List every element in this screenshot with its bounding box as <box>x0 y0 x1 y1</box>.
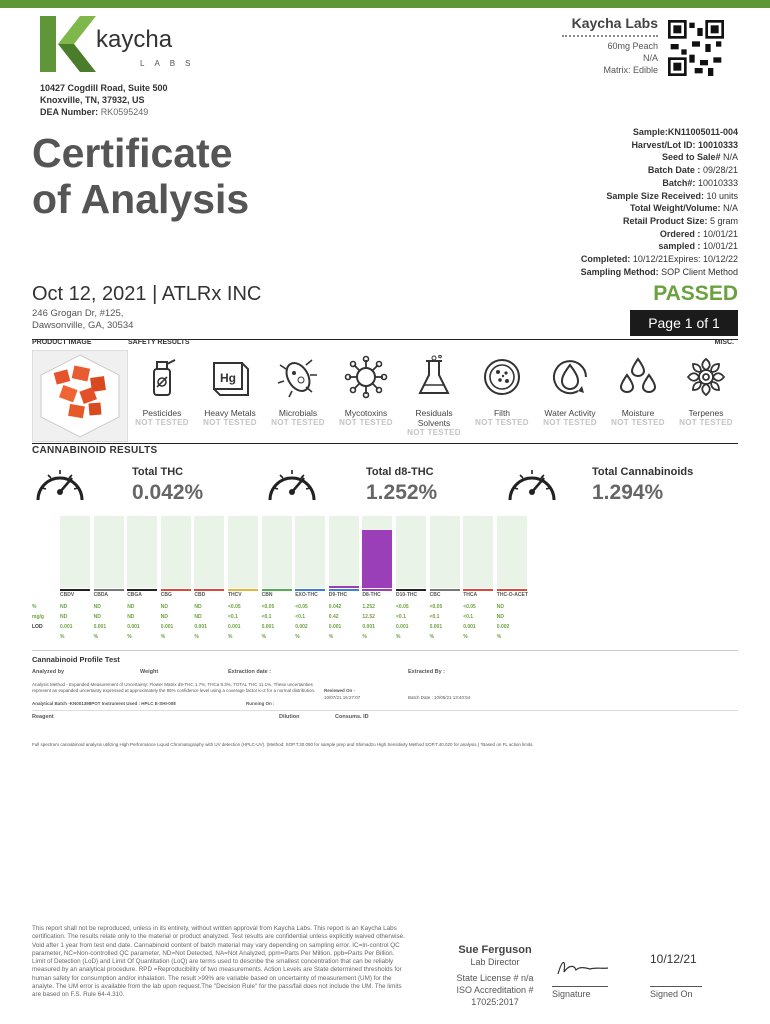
safety-item-name: Residuals Solvents <box>415 408 453 428</box>
sample-info-row <box>581 228 738 241</box>
safety-item-terpenes <box>672 355 740 428</box>
safety-item-name: Heavy Metals <box>204 408 256 418</box>
matrix: Matrix: Edible <box>603 65 658 75</box>
sample-info-value: 10/01/21 <box>702 228 738 239</box>
safety-item-status: NOT TESTED <box>203 418 257 427</box>
table-column-header: D10-THC <box>396 592 418 598</box>
table-column-header: THCA <box>463 592 478 598</box>
table-column-header: D8-THC <box>362 592 381 598</box>
table-cell: <0.1 <box>396 614 406 620</box>
safety-item-residual-solvents <box>400 355 468 438</box>
disclaimer: This report shall not be reproduced, unless in its entirety, without written approval from Kaycha Labs. This report is an Kaycha Labs certification. The results relate only to the material or product analyzed. Test results are confidential unless explicitly waived otherwise. Void after 1 year from test end date. Cannabinoid content of batch material may vary depending on sampling error. IC=In-control QC parameter, NC=Non-controlled QC parameter, ND=Not Detected, NA=Not Analyzed, ppm=Parts Per Million, ppb=Parts Per Billion. Limit of Detection (LoD) and Limit Of Quantitation (LoQ) are terms used to describe the smallest concentration that can be reliably measured by an analytical procedure. RPD =Reproducibility of two measurements. Action Levels are State determined thresholds for human safety for consumption and/or inhalation. The result >99% are variable based on uncertainty of measurement (UM) for the analyte. The UM error is available from the lab upon request.The "Decision Rule" for the pass/fail does not include the UM. The limits are based on F.S. Rule 64-4.310. <box>32 925 405 999</box>
safety-item-name: Terpenes <box>688 408 724 418</box>
sample-info-row <box>581 240 738 253</box>
total-value: 1.252% <box>366 481 438 504</box>
lab-name: Kaycha Labs <box>571 15 658 31</box>
safety-results-label: SAFETY RESULTS <box>128 339 190 346</box>
sample-info-value: 10010333 <box>697 177 738 188</box>
signature-label: Signature <box>552 989 591 999</box>
safety-item-status: NOT TESTED <box>611 418 665 427</box>
table-cell: % <box>160 634 166 640</box>
sample-info-label: Ordered : <box>659 228 701 239</box>
pesticides-icon <box>140 355 184 399</box>
sample-info-label: sampled : <box>658 241 701 252</box>
extraction-date: Extraction date : <box>228 669 272 675</box>
safety-item-name: Water Activity <box>544 408 596 418</box>
client-address-1: 246 Grogan Dr, #125, <box>32 308 124 319</box>
safety-item-name: Moisture <box>621 408 655 418</box>
table-cell: ND <box>127 604 135 610</box>
chart-bar-baseline <box>362 589 392 591</box>
sample-info-value: 5 gram <box>709 215 738 226</box>
extracted-by: Extracted By : <box>408 669 445 675</box>
table-cell: <0.1 <box>228 614 238 620</box>
chart-bar-cbga <box>127 516 157 588</box>
product-name: 60mg Peach <box>607 41 658 51</box>
signed-on-label: Signed On <box>650 989 693 999</box>
product-image <box>32 350 128 442</box>
analysis-method: Analysis Method - Expanded Measurement of Uncertainty: Flower Matrix d9-THC 1.7%, THCa 9.3%, TOTAL THC 11.1%. These uncertainties represent an expanded uncertainty expressed at approximately the 95% confidence level using a coverage factor k=2 for a normal distribution. <box>32 682 316 693</box>
filth-icon <box>480 355 524 399</box>
table-cell: 0.001 <box>60 624 73 630</box>
table-column-header: EXO-THC <box>295 592 318 598</box>
table-cell: % <box>463 634 468 640</box>
sample-info <box>581 126 738 278</box>
table-cell: ND <box>194 604 202 610</box>
cannabinoid-heading: CANNABINOID RESULTS <box>32 445 158 456</box>
table-row-label: LOD <box>32 624 43 630</box>
client-address <box>32 308 133 332</box>
table-row-label: % <box>32 604 37 610</box>
chart-bar-baseline <box>295 589 325 591</box>
kaycha-logo <box>40 16 210 72</box>
total-label: Total THC <box>132 466 184 478</box>
safety-item-microbials <box>264 355 332 428</box>
safety-item-pesticides <box>128 355 196 428</box>
title-line-2: of Analysis <box>32 176 250 222</box>
chart-bar-thc-o-acet <box>497 516 527 588</box>
sample-info-value: SOP Client Method <box>661 266 738 277</box>
reagent-label: Reagent <box>32 714 54 720</box>
safety-item-mycotoxins <box>332 355 400 428</box>
table-cell: 0.001 <box>261 624 275 630</box>
safety-item-status: NOT TESTED <box>271 418 325 427</box>
safety-item-filth <box>468 355 536 428</box>
table-cell: <0.05 <box>228 604 241 610</box>
sample-info-row <box>581 253 738 266</box>
table-cell: % <box>429 634 435 640</box>
table-cell: % <box>60 634 65 640</box>
chart-bar-baseline <box>194 589 224 591</box>
table-cell: 0.001 <box>429 624 443 630</box>
table-cell: 0.002 <box>496 624 510 630</box>
page-indicator: Page 1 of 1 <box>630 310 738 336</box>
total-value: 1.294% <box>592 481 664 504</box>
product-na: N/A <box>642 53 658 63</box>
chart-bar-cbg <box>161 516 191 588</box>
chart-bar-baseline <box>463 589 493 591</box>
chart-bar-baseline <box>396 589 426 591</box>
divider <box>32 710 738 711</box>
table-cell: % <box>328 634 334 640</box>
address-line-1: 10427 Cogdill Road, Suite 500 <box>40 83 168 93</box>
sample-info-row <box>581 266 738 279</box>
table-cell: 1.252 <box>362 604 375 610</box>
lab-director-block <box>438 944 552 1008</box>
chart-bar-baseline <box>430 589 460 591</box>
table-cell: % <box>496 634 502 640</box>
lab-address <box>40 82 168 118</box>
state-license: State License # n/a <box>456 973 534 983</box>
safety-item-heavy-metals <box>196 355 264 428</box>
table-cell: % <box>362 634 367 640</box>
safety-item-status: NOT TESTED <box>339 418 393 427</box>
microbials-icon <box>276 355 320 399</box>
signature-line <box>552 986 608 987</box>
safety-item-name: Mycotoxins <box>344 408 388 418</box>
table-row-label: mg/g <box>32 614 44 620</box>
chart-bar-fill <box>329 586 359 588</box>
chart-bar-cbd <box>194 516 224 588</box>
chart-bar-baseline <box>329 589 359 591</box>
logo-word: kaycha <box>96 26 173 53</box>
svg-text:Hg: Hg <box>220 371 236 385</box>
table-cell: <0.1 <box>295 614 306 620</box>
table-cell: 12.52 <box>362 614 375 620</box>
safety-item-status: NOT TESTED <box>679 418 733 427</box>
dilution-label: Dilution <box>279 714 300 720</box>
running-on: Running On : <box>246 701 275 706</box>
chart-bar-exo-thc <box>295 516 325 588</box>
total-value: 0.042% <box>132 481 204 504</box>
table-cell: 0.001 <box>463 624 476 630</box>
sample-info-value: 10 units <box>706 190 738 201</box>
table-cell: ND <box>60 614 68 620</box>
sample-info-row <box>581 139 738 152</box>
chart-bar-baseline <box>262 589 292 591</box>
table-column-header: CBDV <box>60 592 75 598</box>
sample-info-row <box>581 190 738 203</box>
table-column-header: CBN <box>261 592 273 598</box>
table-cell: ND <box>60 604 68 610</box>
table-column-header: D9-THC <box>328 592 348 598</box>
batch-date: Batch Date : 10/05/21 13:40:54 <box>408 695 471 700</box>
chart-bar-baseline <box>161 589 191 591</box>
signed-date: 10/12/21 <box>650 952 697 966</box>
table-cell: 0.042 <box>328 604 342 610</box>
table-cell: <0.1 <box>463 614 474 620</box>
gauge-icon <box>32 462 88 511</box>
sample-info-label: Batch#: <box>662 177 696 188</box>
table-cell: % <box>295 634 300 640</box>
mycotoxins-icon <box>344 355 388 399</box>
chart-bar-fill <box>362 530 392 588</box>
heavy-metals-icon <box>208 355 252 399</box>
page-title <box>32 130 249 222</box>
table-cell: ND <box>496 604 505 610</box>
safety-item-status: NOT TESTED <box>475 418 529 427</box>
safety-item-status: NOT TESTED <box>135 418 189 427</box>
table-cell: % <box>261 634 267 640</box>
table-cell: 0.001 <box>328 624 342 630</box>
table-cell: 0.001 <box>194 624 207 630</box>
terpenes-icon <box>684 355 728 399</box>
table-column-header: CBGA <box>127 592 142 598</box>
sample-info-row <box>581 215 738 228</box>
divider <box>32 443 738 444</box>
title-line-1: Certificate <box>32 130 233 176</box>
gauge-icon <box>264 462 320 511</box>
signature-image <box>552 952 612 982</box>
sample-info-label: Sample:KN11005011-004 <box>632 127 738 137</box>
table-cell: ND <box>160 614 169 620</box>
safety-item-name: Filth <box>493 408 511 418</box>
table-cell: <0.05 <box>261 604 275 610</box>
misc-label: MISC. <box>714 339 734 346</box>
sample-info-label: Harvest/Lot ID: 10010333 <box>631 139 738 150</box>
table-cell: 0.001 <box>396 624 409 630</box>
table-cell: 0.002 <box>295 624 308 630</box>
chart-bar-d9-thc <box>329 516 359 588</box>
sample-info-label: Seed to Sale# <box>661 152 721 163</box>
table-cell: % <box>228 634 233 640</box>
logo-sub: LABS <box>140 59 201 68</box>
chart-bar-d10-thc <box>396 516 426 588</box>
sample-info-row <box>581 177 738 190</box>
table-cell: ND <box>93 604 101 610</box>
dotted-divider <box>562 35 658 37</box>
sample-info-label: Completed: <box>580 254 631 265</box>
dea-value: RK0595249 <box>100 107 149 117</box>
table-column-header: CBD <box>194 592 206 598</box>
chart-bar-baseline <box>127 589 157 591</box>
table-column-header: THC-O-ACET <box>496 592 528 598</box>
chart-bar-baseline <box>94 589 124 591</box>
kaycha-logo-mark <box>40 16 96 72</box>
top-accent-bar <box>0 0 770 8</box>
table-column-header: CBG <box>160 592 172 598</box>
safety-item-status: NOT TESTED <box>543 418 597 427</box>
table-cell: ND <box>127 614 135 620</box>
sample-info-label: Batch Date : <box>647 165 701 176</box>
chart-bar-cbda <box>94 516 124 588</box>
table-cell: 0.001 <box>228 624 241 630</box>
sample-info-value: 10/01/21 <box>702 241 738 252</box>
sample-info-row <box>581 126 738 139</box>
table-cell: <0.1 <box>429 614 440 620</box>
chart-bar-cbc <box>430 516 460 588</box>
table-cell: ND <box>93 614 101 620</box>
safety-item-water-activity <box>536 355 604 428</box>
chart-bar-cbn <box>262 516 292 588</box>
analytical-batch: Analytical Batch -KN001398POT Instrument Used : HPLC E-SHI-008 <box>32 701 176 706</box>
iso-accreditation: ISO Accreditation # <box>456 985 534 995</box>
table-cell: <0.05 <box>295 604 308 610</box>
weight-label: Weight <box>140 669 159 675</box>
signed-on-line <box>650 986 702 987</box>
status-badge: PASSED <box>653 282 738 305</box>
chart-bar-thcv <box>228 516 258 588</box>
sample-info-label: Retail Product Size: <box>622 215 708 226</box>
table-cell: 0.001 <box>160 624 174 630</box>
profile-title: Cannabinoid Profile Test <box>32 655 120 664</box>
chart-bar-thca <box>463 516 493 588</box>
table-cell: 0.001 <box>362 624 375 630</box>
table-cell: <0.05 <box>463 604 476 610</box>
table-cell: 0.001 <box>93 624 107 630</box>
sample-info-label: Sample Size Received: <box>606 190 704 201</box>
method-note: Full spectrum cannabinoid analysis utilizing High Performance Liquid Chromatography with UV detection (HPLC-UV). (Method: SOP.T.30.050 for sample prep and Shimadzu High Sensitivity Method SOP.T.40.020 for analysis.) *Based on FL action limits. <box>32 742 534 747</box>
chart-bar-baseline <box>228 589 258 591</box>
water-activity-icon <box>548 355 592 399</box>
safety-item-status: NOT TESTED <box>407 428 461 437</box>
table-cell: <0.1 <box>261 614 272 620</box>
divider <box>32 650 738 651</box>
product-image-label: PRODUCT IMAGE <box>32 339 92 346</box>
table-column-header: CBDA <box>93 592 109 598</box>
chart-bar-baseline <box>60 589 90 591</box>
sample-info-row <box>581 202 738 215</box>
client-address-2: Dawsonville, GA, 30534 <box>32 320 134 331</box>
sample-info-row <box>581 151 738 164</box>
report-date-client: Oct 12, 2021 | ATLRx INC <box>32 283 262 305</box>
chart-bar-cbdv <box>60 516 90 588</box>
table-column-header: THCV <box>228 592 242 598</box>
table-column-header: CBC <box>429 592 441 598</box>
iso-number: 17025:2017 <box>471 997 519 1007</box>
table-cell: ND <box>160 604 169 610</box>
chart-bar-baseline <box>497 589 527 591</box>
total-label: Total d8-THC <box>366 466 434 478</box>
director-role: Lab Director <box>470 957 520 967</box>
consums-label: Consums. ID <box>335 714 369 720</box>
table-cell: ND <box>194 614 202 620</box>
sample-info-value: N/A <box>722 152 738 163</box>
table-cell: <0.05 <box>396 604 409 610</box>
table-cell: ND <box>496 614 505 620</box>
sample-info-label: Total Weight/Volume: <box>629 203 721 214</box>
safety-item-name: Pesticides <box>142 408 182 418</box>
sample-info-value: 10/12/21Expires: 10/12/22 <box>632 254 738 265</box>
table-cell: % <box>194 634 199 640</box>
qr-code-icon <box>668 20 724 76</box>
residual-solvents-icon <box>412 355 456 399</box>
moisture-icon <box>616 355 660 399</box>
safety-item-moisture <box>604 355 672 428</box>
reviewed-on-value: 10/07/21 16:27:07 <box>324 695 361 700</box>
table-cell: 0.42 <box>328 614 339 620</box>
table-cell: <0.05 <box>429 604 443 610</box>
table-cell: 0.001 <box>127 624 140 630</box>
reviewed-on: Reviewed On - <box>324 688 356 693</box>
total-label: Total Cannabinoids <box>592 466 694 478</box>
analyzed-by: Analyzed by <box>32 669 65 675</box>
header-info <box>562 14 658 76</box>
chart-bar-d8-thc <box>362 516 392 588</box>
director-name: Sue Ferguson <box>458 944 532 956</box>
safety-item-name: Microbials <box>278 408 318 418</box>
address-line-2: Knoxville, TN, 37932, US <box>40 95 145 105</box>
sample-info-row <box>581 164 738 177</box>
table-cell: % <box>396 634 401 640</box>
sample-info-value: 09/28/21 <box>702 165 738 176</box>
dea-label: DEA Number: <box>40 107 99 117</box>
gauge-icon <box>504 462 560 511</box>
table-cell: % <box>127 634 132 640</box>
sample-info-label: Sampling Method: <box>580 266 659 277</box>
sample-info-value: N/A <box>722 203 738 214</box>
table-cell: % <box>93 634 99 640</box>
